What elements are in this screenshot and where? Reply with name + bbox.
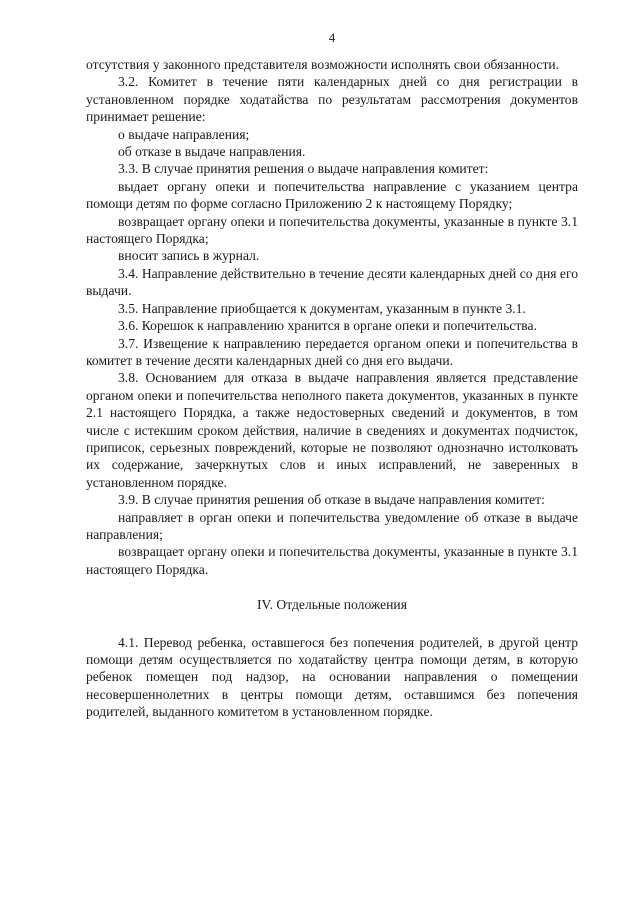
list-item: возвращает органу опеки и попечительства документы, указанные в пункте 3.1 настоящего Порядка; — [86, 213, 578, 247]
paragraph-3-5: 3.5. Направление приобщается к документам, указанным в пункте 3.1. — [118, 300, 526, 316]
list-item: возвращает органу опеки и попечительства документы, указанные в пункте 3.1 настоящего Порядка. — [86, 544, 578, 577]
paragraph-3-8: 3.8. Основанием для отказа в выдаче направления является представление органом опеки и попечительства неполного пакета документов, указанных в пункте 2.1 настоящего Порядка, а также недостоверных сведений и документов, в том числе с истекшим сроком действия, наличие в сведениях и документах подчисток, приписок, серьезных повреждений, которые не позволяют однозначно истолковать их содержание, зачеркнутых слов и иных исправлений, не заверенных в установленном порядке. — [86, 370, 578, 490]
paragraph-3-6: 3.6. Корешок к направлению хранится в органе опеки и попечительства. — [118, 318, 537, 334]
list-item: об отказе в выдаче направления. — [118, 144, 306, 160]
list-item: вносит запись в журнал. — [118, 248, 260, 264]
paragraph-3-2: 3.2. Комитет в течение пяти календарных дней со дня регистрации в установленном порядке ходатайства по результатам рассмотрения документов принимает решение: — [86, 74, 578, 125]
list-item: о выдаче направления; — [118, 126, 250, 142]
list-item: направляет в орган опеки и попечительства уведомление об отказе в выдаче направления; — [86, 509, 578, 542]
paragraph: отсутствия у законного представителя возможности исполнять свои обязанности. — [86, 57, 560, 72]
paragraph-3-4: 3.4. Направление действительно в течение десяти календарных дней со дня его выдачи. — [86, 265, 578, 299]
page-number: 4 — [328, 30, 336, 45]
paragraph-3-3: 3.3. В случае принятия решения о выдаче направления комитет: — [118, 161, 489, 177]
body-before-section — [86, 56, 578, 578]
section-title: IV. Отдельные положения — [257, 597, 407, 613]
paragraph-3-9: 3.9. В случае принятия решения об отказе в выдаче направления комитет: — [118, 492, 545, 508]
body-after-section — [86, 634, 578, 721]
list-item: выдает органу опеки и попечительства направление с указанием центра помощи детям по форме согласно Приложению 2 к настоящему Порядку; — [86, 178, 578, 212]
paragraph-3-7: 3.7. Извещение к направлению передается органом опеки и попечительства в комитет в течение десяти календарных дней со дня его выдачи. — [86, 335, 578, 368]
paragraph-4-1: 4.1. Перевод ребенка, оставшегося без попечения родителей, в другой центр помощи детям осуществляется по ходатайству центра помощи детям, в которую ребенок помещен под надзор, на основании направления о помещении несовершеннолетних в центры помощи детям, оставшимся без попечения родителей, выданного комитетом в установленном порядке. — [86, 634, 578, 720]
